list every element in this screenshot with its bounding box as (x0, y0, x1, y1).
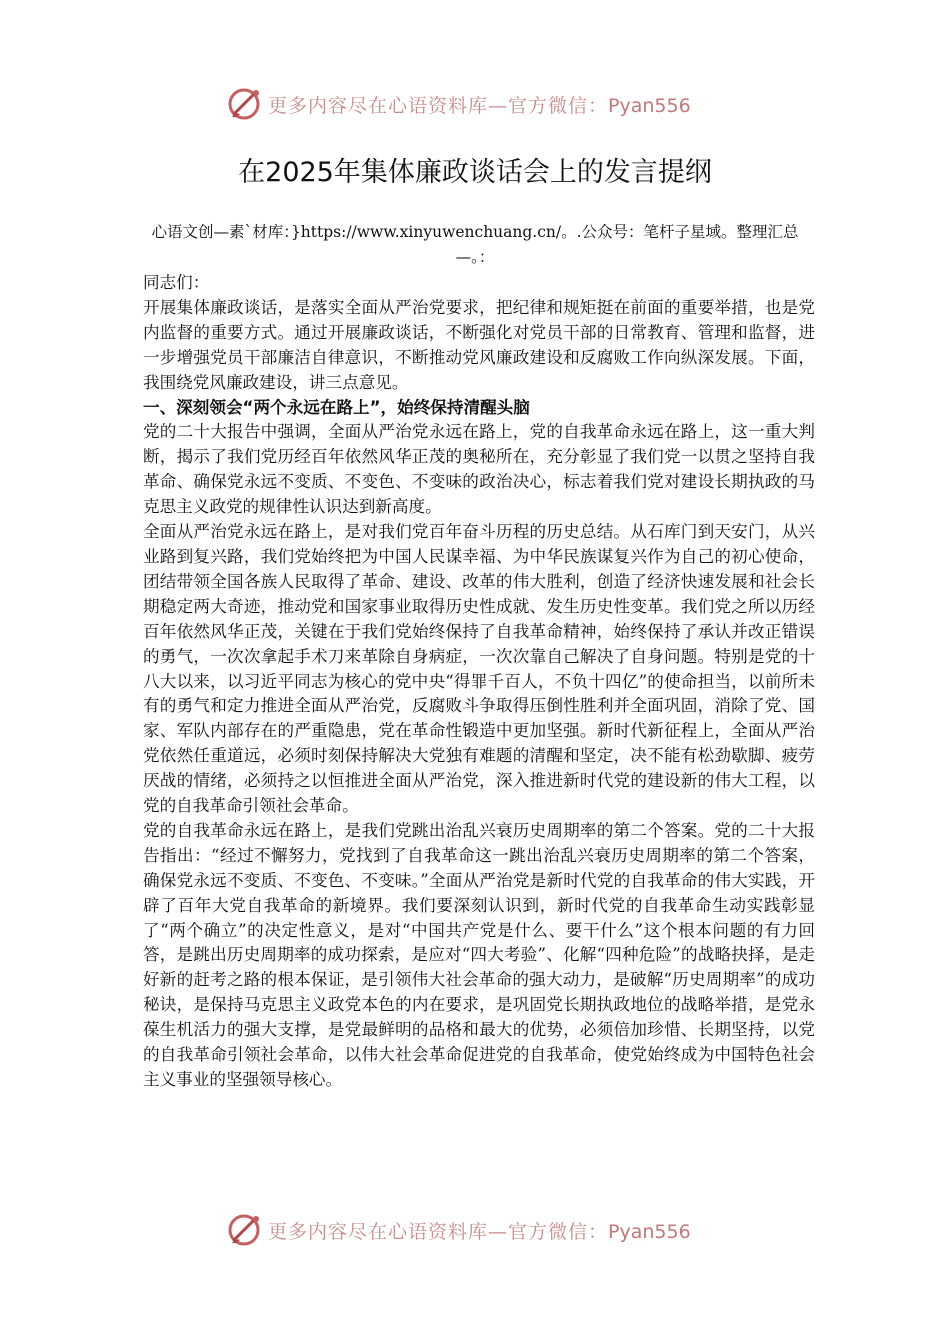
watermark-text: 更多内容尽在心语资料库—官方微信：Pyan556 (268, 94, 691, 117)
intro-paragraph: 开展集体廉政谈话，是落实全面从严治党要求，把纪律和规矩挺在前面的重要举措，也是党内监督的重要方式。通过开展廉政谈话，不断强化对党员干部的日常教育、管理和监督，进一步增强党员干部廉洁自律意识，不断推动党风廉政建设和反腐败工作向纵深发展。下面，我围绕党风廉政建设，讲三点意见。 (143, 297, 815, 392)
brush-logo-icon (226, 1210, 266, 1250)
document-title: 在2025年集体廉政谈话会上的发言提纲 (238, 157, 712, 188)
source-line: 心语文创—素`材库：}https://www.xinyuwenchuang.cn/。.公众号：笔杆子星域。整理汇总—。： (151, 223, 799, 266)
wechat-id: Pyan556 (608, 94, 691, 117)
document-body (143, 271, 815, 1093)
watermark-banner-top (226, 84, 691, 124)
wechat-id: Pyan556 (608, 1220, 691, 1243)
watermark-text: 更多内容尽在心语资料库—官方微信：Pyan556 (268, 1220, 691, 1243)
brush-logo-icon (226, 84, 266, 124)
salutation: 同志们： (143, 273, 210, 292)
watermark-banner-bottom (226, 1210, 691, 1250)
body-paragraph: 党的二十大报告中强调，全面从严治党永远在路上，党的自我革命永远在路上，这一重大判断，揭示了我们党历经百年依然风华正茂的奥秘所在，充分彰显了我们党一以贯之坚持自我革命、确保党永远不变质、不变色、不变味的政治决心，标志着我们党对建设长期执政的马克思主义政党的规律性认识达到新高度。 (143, 422, 815, 517)
section-heading-1: 一、深刻领会“两个永远在路上”，始终保持清醒头脑 (143, 397, 530, 417)
body-paragraph: 全面从严治党永远在路上，是对我们党百年奋斗历程的历史总结。从石库门到天安门，从兴业路到复兴路，我们党始终把为中国人民谋幸福、为中华民族谋复兴作为自己的初心使命，团结带领全国各族人民取得了革命、建设、改革的伟大胜利，创造了经济快速发展和社会长期稳定两大奇迹，推动党和国家事业取得历史性成就、发生历史性变革。我们党之所以历经百年依然风华正茂，关键在于我们党始终保持了自我革命精神，始终保持了承认并改正错误的勇气，一次次拿起手术刀来革除自身病症，一次次靠自己解决了自身问题。特别是党的十八大以来，以习近平同志为核心的党中央“得罪千百人，不负十四亿”的使命担当，以前所未有的勇气和定力推进全面从严治党，反腐败斗争取得压倒性胜利并全面巩固，消除了党、国家、军队内部存在的严重隐患，党在革命性锻造中更加坚强。新时代新征程上，全面从严治党依然任重道远，必须时刻保持解决大党独有难题的清醒和坚定，决不能有松劲歇脚、疲劳厌战的情绪，必须持之以恒推进全面从严治党，深入推进新时代党的建设新的伟大工程，以党的自我革命引领社会革命。 (143, 522, 815, 816)
body-paragraph: 党的自我革命永远在路上，是我们党跳出治乱兴衰历史周期率的第二个答案。党的二十大报告指出：“经过不懈努力，党找到了自我革命这一跳出治乱兴衰历史周期率的第二个答案，确保党永远不变质、不变色、不变味。”全面从严治党是新时代党的自我革命的伟大实践，开辟了百年大党自我革命的新境界。我们要深刻认识到，新时代党的自我革命生动实践彰显了“两个确立”的决定性意义，是对“中国共产党是什么、要干什么”这个根本问题的有力回答，是跳出历史周期率的成功探索，是应对“四大考验”、化解“四种危险”的战略抉择，是走好新的赶考之路的根本保证，是引领伟大社会革命的强大动力，是破解“历史周期率”的成功秘诀，是保持马克思主义政党本色的内在要求，是巩固党长期执政地位的战略举措，是党永葆生机活力的强大支撑，是党最鲜明的品格和最大的优势，必须倍加珍惜、长期坚持，以党的自我革命引领社会革命，以伟大社会革命促进党的自我革命，使党始终成为中国特色社会主义事业的坚强领导核心。 (143, 820, 815, 1089)
